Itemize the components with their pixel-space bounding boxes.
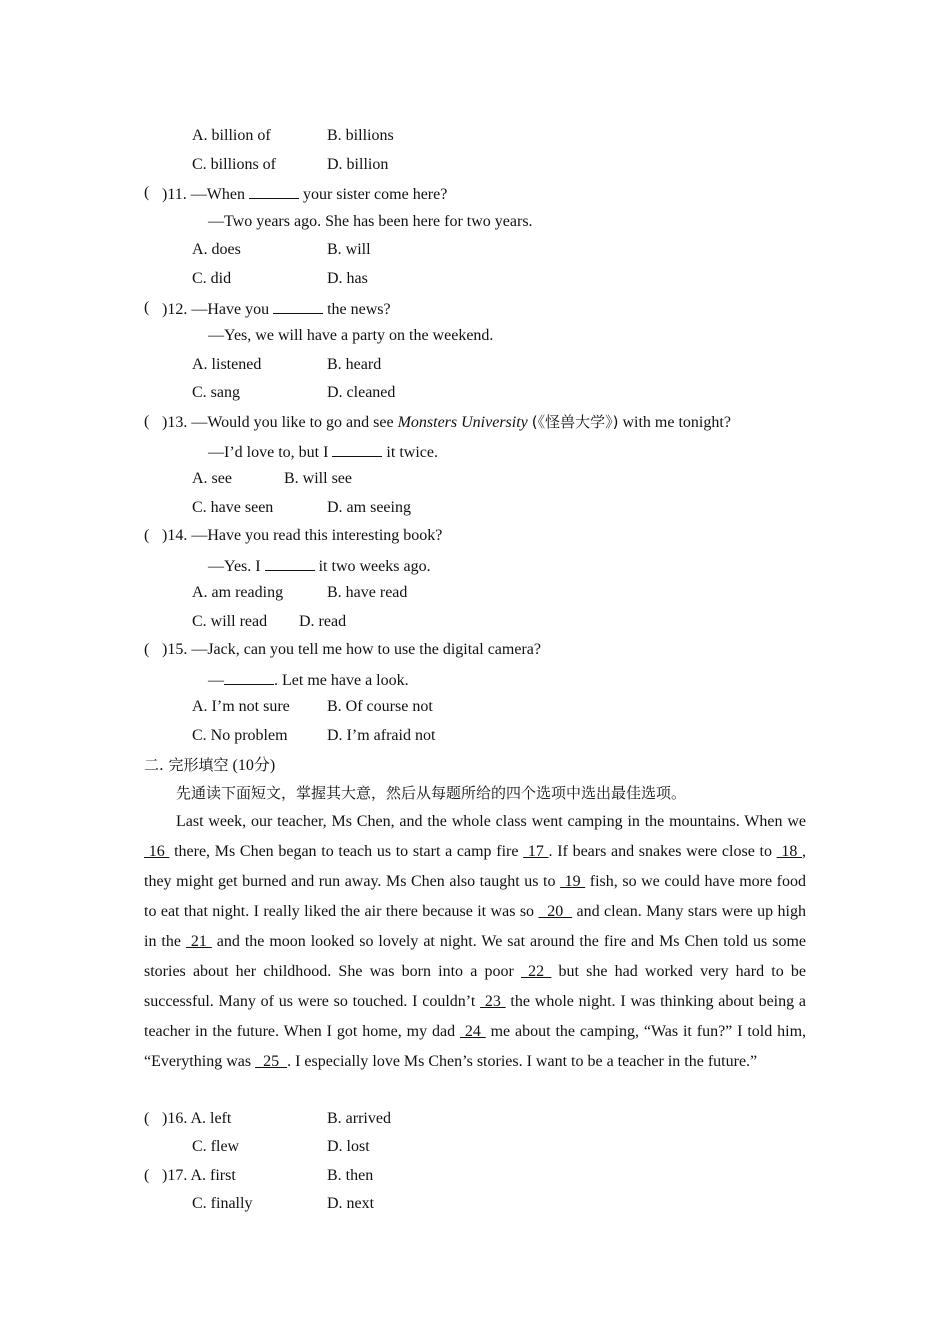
q12-option-c: C. sang bbox=[192, 384, 240, 401]
q10-option-d: D. billion bbox=[327, 156, 389, 173]
q15-option-a: A. I’m not sure bbox=[192, 698, 290, 715]
q11-question: )11. —When your sister come here? bbox=[162, 183, 447, 205]
answer-blank[interactable] bbox=[265, 555, 315, 571]
q13-option-b: B. will see bbox=[284, 470, 352, 487]
cloze-blank-23[interactable]: 23 bbox=[480, 993, 506, 1010]
q16-paren: ( bbox=[144, 1110, 150, 1127]
q11-option-d: D. has bbox=[327, 270, 368, 287]
q11-answer: —Two years ago. She has been here for two years. bbox=[208, 213, 533, 230]
cloze-blank-20[interactable]: 20 bbox=[538, 903, 573, 920]
q15-option-b: B. Of course not bbox=[327, 698, 433, 715]
q11-option-b: B. will bbox=[327, 241, 371, 258]
answer-blank[interactable] bbox=[249, 183, 299, 199]
answer-blank[interactable] bbox=[224, 669, 274, 685]
q17-paren: ( bbox=[144, 1167, 150, 1184]
q10-option-c: C. billions of bbox=[192, 156, 277, 173]
q14-option-c: C. will read bbox=[192, 613, 268, 630]
q15-paren: ( bbox=[144, 641, 150, 658]
q14-option-b: B. have read bbox=[327, 584, 408, 601]
q12-paren: ( bbox=[144, 299, 150, 316]
q14-option-a: A. am reading bbox=[192, 584, 284, 601]
q13-question: )13. —Would you like to go and see Monsters University (《怪兽大学》) with me tonight? bbox=[162, 413, 731, 431]
q14-answer: —Yes. I it two weeks ago. bbox=[208, 555, 431, 577]
cloze-blank-21[interactable]: 21 bbox=[185, 933, 212, 950]
answer-blank[interactable] bbox=[273, 298, 323, 314]
cloze-blank-17[interactable]: 17 bbox=[523, 843, 549, 860]
cloze-passage: Last week, our teacher, Ms Chen, and the whole class went camping in the mountains. When we 16 there, Ms Chen began to teach us to start a camp fire 17 . If bears and snakes were close to 18 , they might get burned and run away. Ms Chen also taught us to 19 fish, so we could have more food to eat that night. I really liked the air there because it was so 20 and clean. Many stars were up high in the 21 and the moon looked so lovely at night. We sat around the fire and Ms Chen told us some stories about her childhood. She was born into a poor 22 but she had worked very hard to be successful. Many of us were so touched. I couldn’t 23 the whole night. I was thinking about being a teacher in the future. When I got home, my dad 24 me about the camping, “Was it fun?” I told him, “Everything was 25 . I especially love Ms Chen’s stories. I want to be a teacher in the future.” bbox=[144, 813, 807, 1070]
q12-option-b: B. heard bbox=[327, 356, 382, 373]
cloze-blank-18[interactable]: 18 bbox=[776, 843, 803, 860]
q16-question: )16. A. left bbox=[162, 1110, 232, 1127]
answer-blank[interactable] bbox=[332, 441, 382, 457]
q16-option-b: B. arrived bbox=[327, 1110, 391, 1127]
cloze-blank-19[interactable]: 19 bbox=[560, 873, 586, 890]
q17-option-b: B. then bbox=[327, 1167, 374, 1184]
q10-option-b: B. billions bbox=[327, 127, 394, 144]
cloze-blank-22[interactable]: 22 bbox=[521, 963, 552, 980]
q10-option-a: A. billion of bbox=[192, 127, 271, 144]
section-instruction: 先通读下面短文，掌握其大意，然后从每题所给的四个选项中选出最佳选项。 bbox=[176, 784, 687, 802]
q12-option-d: D. cleaned bbox=[327, 384, 396, 401]
q16-option-c: C. flew bbox=[192, 1138, 240, 1155]
q14-paren: ( bbox=[144, 527, 150, 544]
q13-option-a: A. see bbox=[192, 470, 232, 487]
q17-option-d: D. next bbox=[327, 1195, 375, 1212]
q14-question: )14. —Have you read this interesting book? bbox=[162, 527, 443, 544]
q13-option-c: C. have seen bbox=[192, 499, 274, 516]
q11-paren: ( bbox=[144, 184, 150, 201]
q13-answer: —I’d love to, but I it twice. bbox=[208, 441, 438, 463]
q15-answer: — . Let me have a look. bbox=[208, 669, 409, 691]
q11-option-c: C. did bbox=[192, 270, 232, 287]
q13-paren: ( bbox=[144, 413, 150, 430]
q12-option-a: A. listened bbox=[192, 356, 262, 373]
q12-answer: —Yes, we will have a party on the weekend. bbox=[208, 327, 494, 344]
cloze-blank-16[interactable]: 16 bbox=[144, 843, 170, 860]
section-heading: 二. 完形填空 (10分) bbox=[144, 756, 276, 774]
q15-question: )15. —Jack, can you tell me how to use the digital camera? bbox=[162, 641, 541, 658]
q15-option-d: D. I’m afraid not bbox=[327, 727, 436, 744]
q17-option-c: C. finally bbox=[192, 1195, 253, 1212]
q15-option-c: C. No problem bbox=[192, 727, 288, 744]
cloze-blank-24[interactable]: 24 bbox=[459, 1023, 486, 1040]
q13-option-d: D. am seeing bbox=[327, 499, 411, 516]
q11-option-a: A. does bbox=[192, 241, 241, 258]
cloze-blank-25[interactable]: 25 bbox=[255, 1053, 288, 1070]
q17-question: )17. A. first bbox=[162, 1167, 236, 1184]
q12-question: )12. —Have you the news? bbox=[162, 298, 391, 320]
q16-option-d: D. lost bbox=[327, 1138, 370, 1155]
q14-option-d: D. read bbox=[299, 613, 347, 630]
